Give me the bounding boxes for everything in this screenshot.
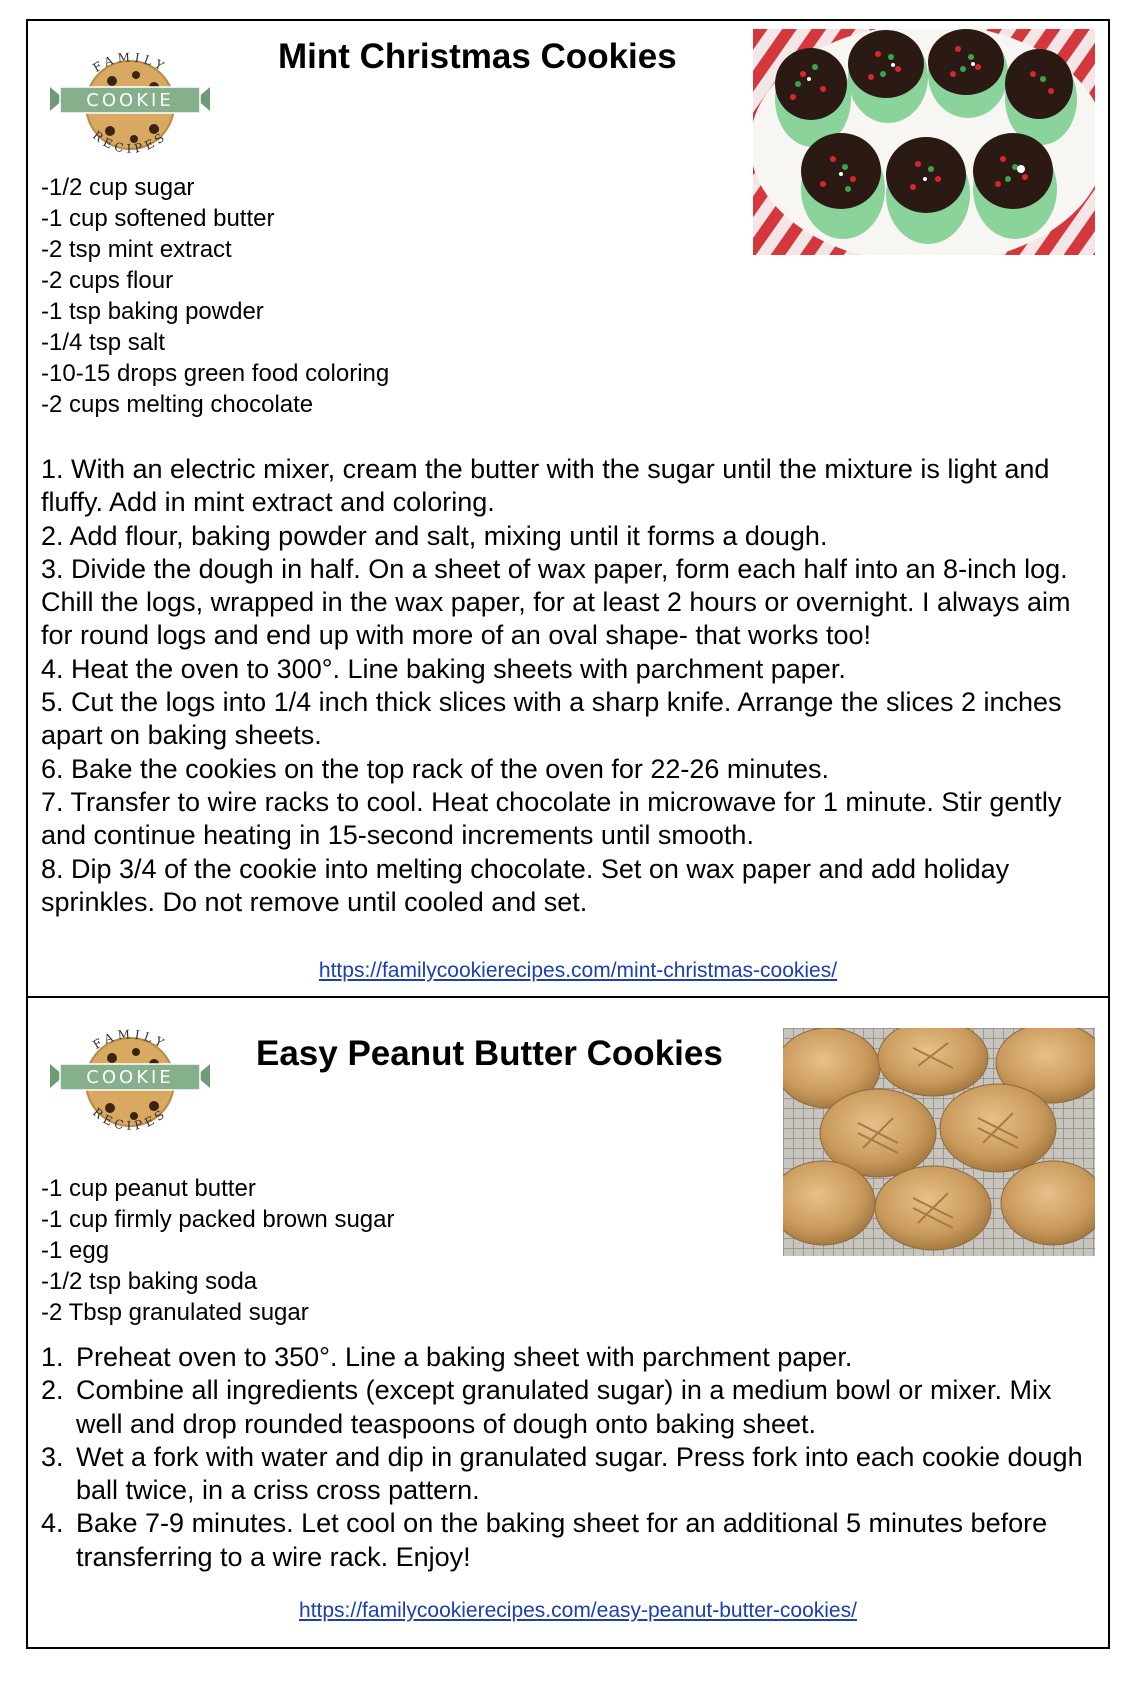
- ingredient-item: -2 cups flour: [41, 267, 174, 294]
- ingredient-item: -1 cup peanut butter: [41, 1175, 256, 1202]
- ingredient-item: -1 cup softened butter: [41, 205, 275, 232]
- instruction-step: 1. With an electric mixer, cream the butter with the sugar until the mixture is light and fluffy. Add in mint extract and coloring.: [41, 454, 1050, 518]
- ingredient-item: -1 cup firmly packed brown sugar: [41, 1206, 395, 1233]
- logo-center-text: COOKIE: [86, 1067, 174, 1088]
- logo-bottom-text: RECIPES: [89, 128, 171, 156]
- recipe-title: Mint Christmas Cookies: [278, 37, 677, 76]
- recipe-card-easy-peanut-butter-cookies: [28, 998, 1108, 1649]
- instructions: [41, 1341, 1091, 1574]
- ingredient-item: -1 egg: [41, 1237, 110, 1264]
- ingredient-item: -2 cups melting chocolate: [41, 391, 314, 418]
- instruction-step: [41, 1507, 1091, 1574]
- ingredient-item: -1/4 tsp salt: [41, 329, 166, 356]
- step-text: Preheat oven to 350°. Line a baking sheet with parchment paper.: [76, 1342, 853, 1372]
- instruction-step: 2. Add flour, baking powder and salt, mixing until it forms a dough.: [41, 520, 828, 551]
- instruction-step: 6. Bake the cookies on the top rack of the oven for 22-26 minutes.: [41, 753, 829, 784]
- ingredient-item: -10-15 drops green food coloring: [41, 360, 390, 387]
- step-text: Wet a fork with water and dip in granulated sugar. Press fork into each cookie dough ball twice, in a criss cross pattern.: [76, 1441, 1083, 1506]
- family-cookie-recipes-logo: [50, 35, 210, 175]
- ingredient-item: -1/2 cup sugar: [41, 174, 195, 201]
- logo-top-text: FAMILY: [90, 1027, 170, 1053]
- instruction-step: [41, 1341, 1091, 1374]
- ingredient-item: -1 tsp baking powder: [41, 298, 264, 325]
- instructions: [41, 453, 1091, 919]
- recipe-url-link-wrapper: [28, 1598, 1108, 1624]
- logo-center-text: COOKIE: [86, 90, 174, 111]
- ingredient-item: -1/2 tsp baking soda: [41, 1268, 258, 1295]
- instruction-step: 5. Cut the logs into 1/4 inch thick slices with a sharp knife. Arrange the slices 2 inches apart on baking sheets.: [41, 687, 1062, 751]
- step-number: 3.: [41, 1441, 64, 1472]
- mint-cookies-photo: [753, 29, 1095, 255]
- instruction-step: 4. Heat the oven to 300°. Line baking sheets with parchment paper.: [41, 653, 846, 684]
- ingredient-item: -2 tsp mint extract: [41, 236, 232, 263]
- ingredients-list: [41, 172, 389, 420]
- step-number: 1.: [41, 1342, 64, 1372]
- family-cookie-recipes-logo: [50, 1012, 210, 1152]
- step-text: Bake 7-9 minutes. Let cool on the baking sheet for an additional 5 minutes before transferring to a wire rack. Enjoy!: [76, 1508, 1048, 1572]
- step-number: 4.: [41, 1508, 64, 1539]
- step-text: Combine all ingredients (except granulated sugar) in a medium bowl or mixer. Mix well and drop rounded teaspoons of dough onto baking sheet.: [76, 1375, 1052, 1439]
- instruction-step: 3. Divide the dough in half. On a sheet of wax paper, form each half into an 8-inch log. Chill the logs, wrapped in the wax paper, for at least 2 hours or overnight. I always aim for round logs and end up with more of an oval shape- that works too!: [41, 553, 1071, 651]
- logo-top-text: FAMILY: [90, 50, 170, 76]
- recipe-card-mint-christmas-cookies: [28, 21, 1108, 998]
- recipe-url-link-wrapper: [28, 958, 1108, 984]
- recipe-url-link[interactable]: https://familycookierecipes.com/easy-peanut-butter-cookies/: [299, 1599, 857, 1622]
- recipe-url-link[interactable]: https://familycookierecipes.com/mint-christmas-cookies/: [318, 959, 838, 982]
- logo-bottom-text: RECIPES: [89, 1105, 171, 1133]
- peanut-butter-cookies-photo: [783, 1028, 1095, 1256]
- instruction-step: 8. Dip 3/4 of the cookie into melting chocolate. Set on wax paper and add holiday sprinkles. Do not remove until cooled and set.: [41, 853, 1010, 917]
- step-number: 2.: [41, 1375, 64, 1406]
- ingredient-item: -2 Tbsp granulated sugar: [41, 1299, 309, 1326]
- recipe-sheet: [26, 19, 1110, 1649]
- instruction-step: 7. Transfer to wire racks to cool. Heat chocolate in microwave for 1 minute. Stir gently and continue heating in 15-second increments until smooth.: [41, 786, 1062, 851]
- recipe-title: Easy Peanut Butter Cookies: [256, 1034, 723, 1073]
- ingredients-list: [41, 1173, 394, 1328]
- instruction-step: [41, 1374, 1091, 1441]
- instruction-step: [41, 1441, 1091, 1508]
